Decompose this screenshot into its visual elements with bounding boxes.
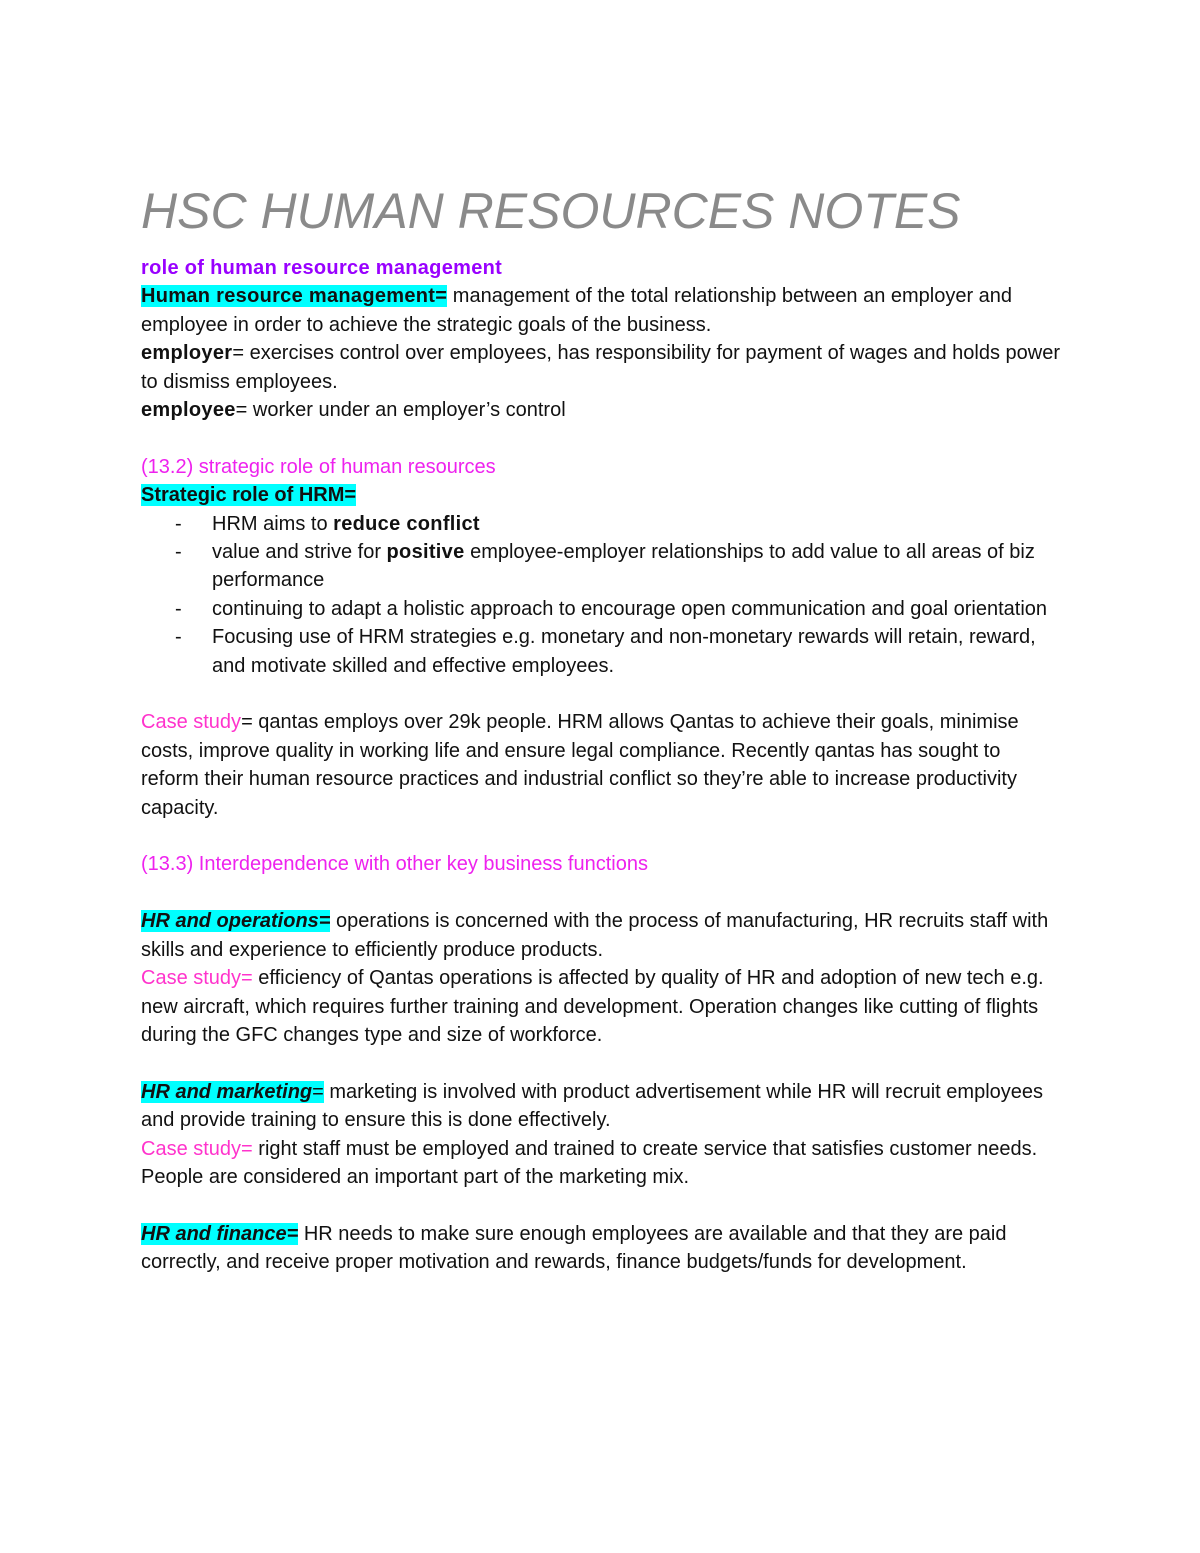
case-study-text: = qantas employs over 29k people. HRM allows Qantas to achieve their goals, minimise costs, improve quality in working life and ensure legal compliance. Recently qantas has sought to reform their human resource practices and industrial conflict so they’re able to increase productivity capacity. <box>141 711 1019 819</box>
bullet-dash: - <box>175 626 182 649</box>
hrm-definition <box>141 282 1061 339</box>
bullet-dash: - <box>175 541 182 564</box>
case-study-label: Case study= <box>141 1137 253 1160</box>
section-heading-strategic: (13.2) strategic role of human resources <box>141 455 496 478</box>
spacer <box>141 1049 1061 1077</box>
employer-def-text: = exercises control over employees, has responsibility for payment of wages and holds power to dismiss employees. <box>141 342 1060 393</box>
employer-term: employer <box>141 342 233 365</box>
strategic-term: Strategic role of HRM= <box>141 484 357 507</box>
employer-definition <box>141 339 1061 396</box>
qantas-case-study <box>141 708 1061 822</box>
case-study-label: Case study <box>141 711 242 734</box>
employee-definition <box>141 396 1061 424</box>
document-content <box>141 180 1061 1277</box>
hr-marketing-paragraph: HR and marketing= marketing is involved with product advertisement while HR will recruit employees and provide training to ensure this is done effectively. <box>141 1080 1044 1132</box>
hr-finance-paragraph: HR and finance= HR needs to make sure enough employees are available and that they are paid correctly, and receive proper motivation and rewards, finance budgets/funds for development. <box>141 1222 1007 1274</box>
list-item: - Focusing use of HRM strategies e.g. monetary and non-monetary rewards will retain, reward, and motivate skilled and effective employees. <box>141 623 1061 680</box>
list-item: - HRM aims to reduce conflict <box>141 510 1061 538</box>
section-heading-role: role of human resource management <box>141 257 503 279</box>
hr-marketing-term: HR and marketing <box>141 1080 313 1103</box>
spacer <box>141 680 1061 708</box>
list-item: - continuing to adapt a holistic approach to encourage open communication and goal orientation <box>141 595 1061 623</box>
bullet-dash: - <box>175 512 182 535</box>
hr-operations-term: HR and operations= <box>141 910 331 933</box>
strategic-term-line <box>141 481 1061 509</box>
spacer <box>141 1191 1061 1219</box>
spacer <box>141 424 1061 452</box>
list-item: - value and strive for positive employee-employer relationships to add value to all areas of biz performance <box>141 538 1061 595</box>
page-title: HSC HUMAN RESOURCES NOTES <box>141 183 961 239</box>
section-heading-interdependence: (13.3) Interdependence with other key business functions <box>141 853 648 876</box>
employee-term: employee <box>141 399 236 422</box>
hrm-term: Human resource management= <box>141 285 448 308</box>
hr-operations-case: Case study= efficiency of Qantas operations is affected by quality of HR and adoption of new tech e.g. new aircraft, which requires further training and development. Operation changes like cutting of flights during the GFC changes type and size of workforce. <box>141 967 1044 1046</box>
employee-def-text: = worker under an employer’s control <box>235 399 566 422</box>
case-study-label: Case study= <box>141 967 253 990</box>
spacer <box>141 822 1061 850</box>
hr-operations-paragraph: HR and operations= operations is concerned with the process of manufacturing, HR recruits staff with skills and experience to efficiently produce products. <box>141 910 1049 961</box>
hr-marketing-case: Case study= right staff must be employed and trained to create service that satisfies customer needs. People are considered an important part of the marketing mix. <box>141 1137 1038 1188</box>
spacer <box>141 879 1061 907</box>
bullet-dash: - <box>175 597 182 620</box>
hrm-def-text: management of the total relationship between an employer and employee in order to achieve the strategic goals of the business. <box>141 285 1013 336</box>
hr-finance-term: HR and finance= <box>141 1222 299 1245</box>
strategic-bullet-list <box>141 510 1061 680</box>
